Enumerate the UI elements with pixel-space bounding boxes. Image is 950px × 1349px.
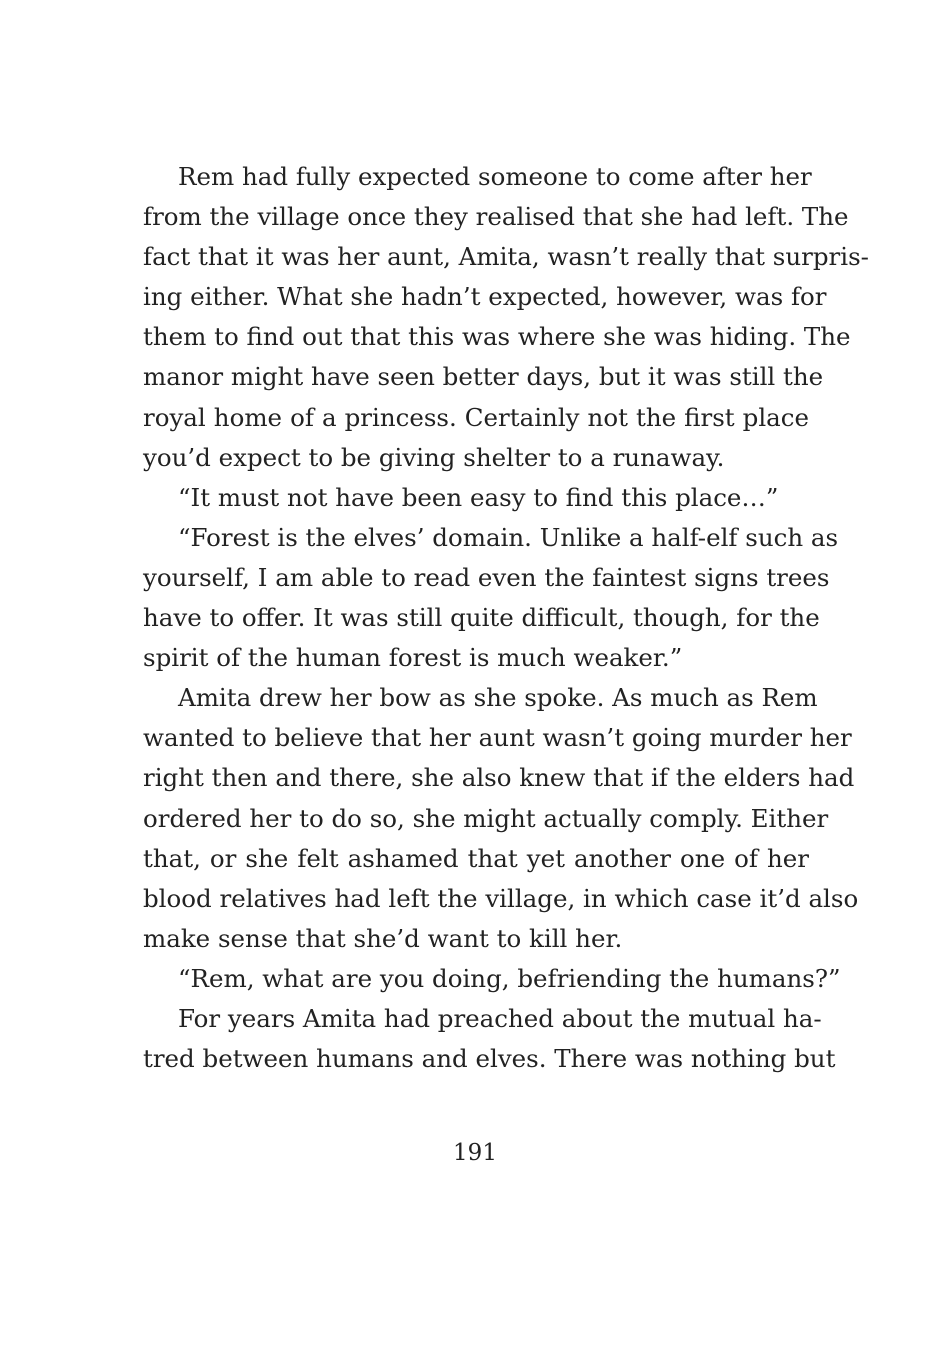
text-line: have to offer. It was still quite difficult, though, for the bbox=[143, 603, 820, 633]
text-line: royal home of a princess. Certainly not the first place bbox=[143, 402, 809, 432]
text-line: For years Amita had preached about the mutual ha- bbox=[178, 1003, 822, 1033]
text-line: “Forest is the elves’ domain. Unlike a half-elf such as bbox=[178, 522, 839, 552]
paragraph bbox=[143, 959, 841, 999]
text-line: make sense that she’d want to kill her. bbox=[143, 923, 623, 953]
text-line: you’d expect to be giving shelter to a runaway. bbox=[143, 442, 725, 472]
text-line: them to find out that this was where she was hiding. The bbox=[143, 322, 851, 352]
text-line: wanted to believe that her aunt wasn’t going murder her bbox=[143, 723, 852, 753]
text-line: “It must not have been easy to find this place…” bbox=[178, 482, 779, 512]
paragraph bbox=[143, 157, 869, 478]
text-line: Amita drew her bow as she spoke. As much as Rem bbox=[178, 683, 818, 713]
text-line: ordered her to do so, she might actually comply. Either bbox=[143, 803, 829, 833]
text-line: blood relatives had left the village, in which case it’d also bbox=[143, 883, 859, 913]
page-number: 191 bbox=[453, 1140, 497, 1166]
text-line: ing either. What she hadn’t expected, however, was for bbox=[143, 282, 827, 312]
text-line: “Rem, what are you doing, befriending the humans?” bbox=[178, 963, 841, 993]
text-line: spirit of the human forest is much weaker.” bbox=[143, 643, 683, 673]
text-line: from the village once they realised that she had left. The bbox=[143, 202, 849, 232]
body-text bbox=[143, 157, 869, 1079]
text-line: fact that it was her aunt, Amita, wasn’t really that surpris- bbox=[143, 242, 869, 272]
text-line: tred between humans and elves. There was nothing but bbox=[143, 1044, 836, 1074]
paragraph bbox=[143, 678, 859, 959]
paragraph bbox=[143, 478, 809, 518]
text-line: manor might have seen better days, but it was still the bbox=[143, 362, 824, 392]
paragraph bbox=[143, 518, 839, 678]
text-line: yourself, I am able to read even the faintest signs trees bbox=[143, 562, 830, 592]
paragraph bbox=[143, 999, 836, 1079]
text-line: that, or she felt ashamed that yet another one of her bbox=[143, 843, 809, 873]
text-line: Rem had fully expected someone to come after her bbox=[178, 162, 812, 191]
text-line: right then and there, she also knew that if the elders had bbox=[143, 763, 855, 793]
